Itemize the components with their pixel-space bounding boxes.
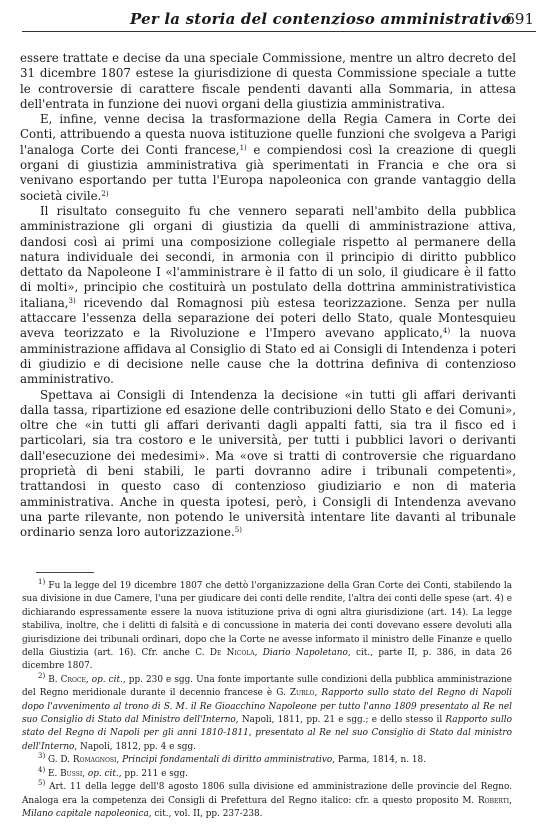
body-text xyxy=(20,51,516,541)
text-run: ricevendo dal Romagnosi più estesa teorizzazione. Senza per nulla attaccare l'essenza della separazione dei poteri dello Stato, quale Montesquieu aveva teorizzato e la Rivoluzione e l'Impero avevano applicato, xyxy=(20,295,516,341)
text-run: , xyxy=(82,768,88,779)
author-name: Romagnosi xyxy=(72,755,117,766)
text-run: G. D. xyxy=(45,755,73,766)
text-run: la nuova amministrazione affidava al Consiglio di Stato ed ai Consigli di Intendenza i poteri di giudizio e di decisione nelle cause che la dottrina definiva di contenzioso amministrativo. xyxy=(20,326,516,387)
text-run: Il risultato conseguito fu che vennero separati nell'ambito della pubblica amministrazione gli organi di giustizia da quelli di amministrazione attiva, dandosi così ai primi una composizione collegiale rispetto al permanere della natura individuale dei secondi, in armonia con il principio di diritto pubblico dettato da Napoleone I «l'amministrare è il fatto di un solo, il giudicare è il fatto di molti», principio che costituirà un postulato della dottrina amministrativistica italiana, xyxy=(20,203,516,310)
text-run: , cit., parte II, p. 386, in data 26 dicembre 1807. xyxy=(22,648,512,672)
text-run: essere trattate e decise da una speciale Commissione, mentre un altro decreto del 31 dicembre 1807 estese la giurisdizione di questa Commissione speciale a tutte le controversie di carattere fiscale pendenti davanti alla Sommaria, in attesa dell'entrata in funzione dei nuovi organi della giustizia amministrativa. xyxy=(20,51,516,111)
text-run: , Napoli, 1812, pp. 4 e sgg. xyxy=(74,741,196,752)
paragraph xyxy=(20,112,516,204)
text-run: , xyxy=(314,688,322,699)
author-name: Roberti xyxy=(477,795,510,806)
footnote-marker: 3) xyxy=(38,752,46,761)
text-run: E. xyxy=(45,768,61,779)
footnote-marker: 2) xyxy=(38,671,46,680)
text-run: , Napoli, 1811, pp. 21 e sgg.; e dello stesso il xyxy=(235,715,446,726)
text-run: E, infine, venne decisa la trasformazione della Regia Camera in Corte dei Conti, attribuendo a questa nuova istituzione quelle funzioni che svolgeva a Parigi l'analoga Corte dei Conti francese, xyxy=(20,112,516,157)
text-run: , pp. 230 e sgg. Una fonte importante sulle condizioni della pubblica amministrazione del Regno meridionale durante il decennio francese è G. xyxy=(22,674,512,699)
italic-title: Rapporto sullo stato del Regno di Napoli per gli anni 1810-1811, presentato al Re nel suo Consiglio di Stato dal ministro dell'Interno xyxy=(22,715,512,752)
text-run: e compiendosi così la creazione di quegli organi di giustizia amministrativa già sperimentati in Francia e che ora si venivano esportando per tutta l'Europa napoleonica con grande vantaggio della società civile. xyxy=(20,142,516,203)
text-run: Spettava ai Consigli di Intendenza la decisione «in tutti gli affari derivanti dalla tassa, ripartizione ed esazione delle contribuzioni dello Stato e dei Comuni», oltre che «in tutti gli affari derivanti dagli appalti fatti, sia tra il fisco ed i particolari, sia tra costoro e le università, per tutti i pubblici lavori o derivanti dall'esecuzione dei medesimi». Ma «ove si tratti di controversie che riguardano proprietà di beni stabili, le parti dovranno adire i tribunali competenti», trattandosi in questo caso di contenzioso giudiziario e non di materia amministrativa. Anche in questa ipotesi, però, i Consigli di Intendenza avevano una parte rilevante, non potendo le università intentare lite davanti al tribunale ordinario senza loro autorizzazione. xyxy=(20,387,516,540)
text-run: , xyxy=(116,755,123,766)
footnote xyxy=(22,754,512,767)
footnote xyxy=(22,580,512,674)
page-header xyxy=(22,9,536,32)
footnotes xyxy=(22,580,512,821)
text-run: , cit., vol. II, pp. 237-238. xyxy=(148,808,263,819)
author-name: Zurlo xyxy=(289,688,315,699)
footnote-marker: 1) xyxy=(38,578,46,586)
paragraph xyxy=(20,204,516,388)
footnote-marker: 4) xyxy=(442,327,451,336)
italic-title: Rapporto sullo stato del Regno di Napoli dopo l'avvenimento al trono di S. M. il Re Gioacchino Napoleone per tutto l'anno 1809 presentato al Re nel suo Consiglio di Stato dal Ministro dell'Interno xyxy=(22,688,512,726)
text-run: Fu la legge del 19 dicembre 1807 che dettò l'organizzazione della Gran Corte dei Conti, stabilendo la sua divisione in due Camere, l'una per giudicare dei conti delle rendite, l'altra dei conti delle spese (art. 4) e dichiarando espressamente essere la nuova istituzione priva di ogni altra giurisdizione (art. 14). La legge stabiliva, inoltre, che i delitti di falsità e di concussione in materia dei conti dovevano essere devoluti alla giurisdizione dei tribunali ordinari, dopo che la Corte ne avesse informato il ministro delle Finanze e quello della Giustizia (art. 16). Cfr. anche C. xyxy=(22,581,512,659)
footnote xyxy=(22,781,512,821)
paragraph xyxy=(20,51,516,112)
italic-title: Milano capitale napoleonica xyxy=(22,808,149,819)
italic-title: Diario Napoletano xyxy=(262,648,348,659)
text-run: , pp. 211 e sgg. xyxy=(118,768,188,779)
text-run: , xyxy=(509,795,512,806)
italic-title: op. cit. xyxy=(91,674,123,685)
footnote-marker: 5) xyxy=(38,779,46,788)
running-title: Per la storia del contenzioso amministrativo xyxy=(130,10,512,28)
italic-title: op. cit. xyxy=(87,768,119,779)
author-name: De Nicola xyxy=(209,648,255,659)
text-run: , Parma, 1814, n. 18. xyxy=(332,755,427,766)
footnote xyxy=(22,671,512,754)
author-name: Croce xyxy=(60,674,86,685)
text-run: Art. 11 della legge dell'8 agosto 1806 sulla divisione ed amministrazione delle provincie del Regno. Analoga era la competenza dei Consigli di Prefettura del Regno italico: cfr. a questo proposito M. xyxy=(22,782,512,806)
text-run: , xyxy=(85,674,92,685)
footnote-marker: 4) xyxy=(38,765,46,774)
page-number: 691 xyxy=(505,10,534,28)
footnote-marker: 2) xyxy=(101,189,109,198)
italic-title: Principi fondamentali di diritto amministrativo xyxy=(122,755,333,766)
paragraph xyxy=(20,388,516,541)
footnote-marker: 1) xyxy=(239,143,247,152)
author-name: Bussi xyxy=(60,768,83,779)
footnote xyxy=(22,765,512,781)
text-run: B. xyxy=(45,674,61,685)
footnote-marker: 3) xyxy=(68,296,76,305)
footnote-separator xyxy=(36,572,94,573)
text-run: , xyxy=(254,648,263,659)
footnote-marker: 5) xyxy=(234,526,242,535)
